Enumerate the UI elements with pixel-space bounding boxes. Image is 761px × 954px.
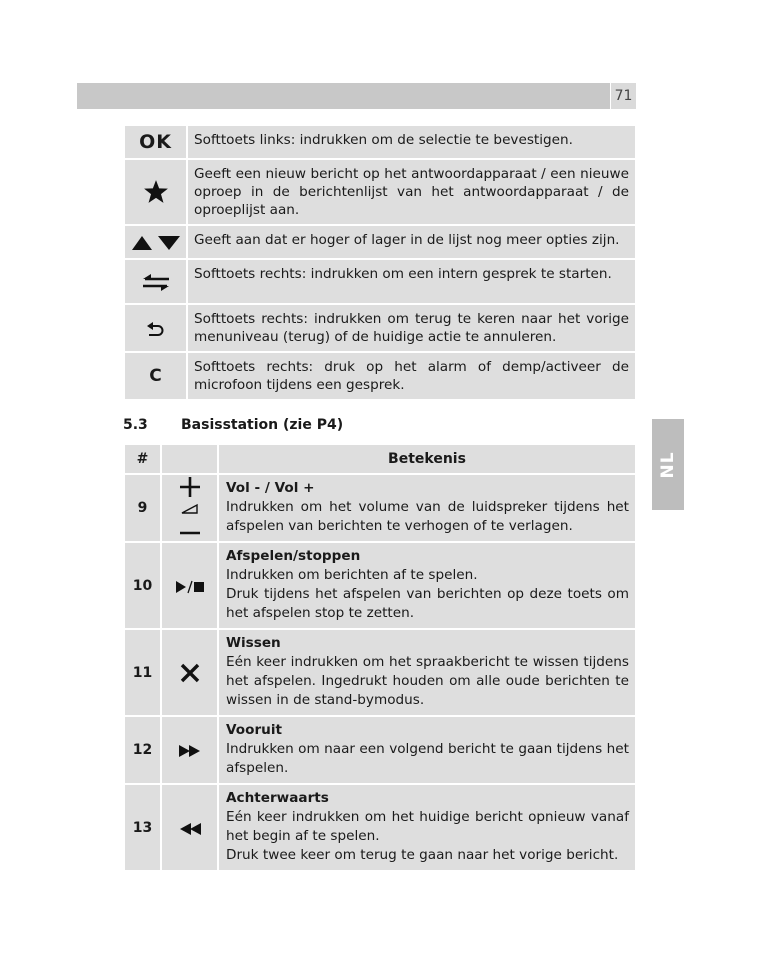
- key-description: Softtoets rechts: indrukken om een intern gesprek te starten.: [188, 260, 635, 303]
- section-title: Basisstation (zie P4): [181, 417, 344, 433]
- row-number: 12: [125, 717, 160, 783]
- table-row: [125, 126, 635, 158]
- table-row: [125, 717, 635, 783]
- volume-icon: [162, 475, 217, 541]
- table-row: [125, 785, 635, 870]
- header-bar: [77, 83, 610, 109]
- table-row: [125, 305, 635, 351]
- table-row: [125, 160, 635, 224]
- fast-forward-icon: [162, 717, 217, 783]
- row-description: [219, 543, 635, 628]
- row-title: Vol - / Vol +: [226, 480, 315, 496]
- row-text: Eén keer indrukken om het spraakbericht te wissen tijdens het afspelen. Ingedrukt houden om alle oude berichten te wissen in de stand-bymodus.: [226, 654, 629, 708]
- back-arrow-icon: [125, 305, 186, 351]
- ok-key-glyph: OK: [139, 131, 172, 153]
- table-row: [125, 260, 635, 303]
- rewind-icon: [162, 785, 217, 870]
- row-number: 13: [125, 785, 160, 870]
- row-text: Indrukken om berichten af te spelen. Druk tijdens het afspelen van berichten op deze toets om het afspelen stop te zetten.: [226, 567, 629, 621]
- delete-x-icon: [162, 630, 217, 715]
- table-row: [125, 630, 635, 715]
- row-number: 11: [125, 630, 160, 715]
- row-text: Indrukken om het volume van de luidspreker tijdens het afspelen van berichten te verhogen of te verlagen.: [226, 499, 629, 534]
- page-number: 71: [611, 83, 636, 109]
- row-description: [219, 717, 635, 783]
- c-key-icon: [125, 353, 186, 399]
- row-description: [219, 475, 635, 541]
- table-row: [125, 543, 635, 628]
- key-description: Softtoets rechts: indrukken om terug te keren naar het vorige menuniveau (terug) of de huidige actie te annuleren.: [188, 305, 635, 351]
- key-description: Geeft aan dat er hoger of lager in de lijst nog meer opties zijn.: [188, 226, 635, 258]
- language-tab-label: NL: [658, 450, 678, 479]
- base-station-table: [123, 443, 637, 872]
- table-row: [125, 226, 635, 258]
- star-icon: [125, 160, 186, 224]
- table-row: [125, 353, 635, 399]
- row-title: Achterwaarts: [226, 790, 329, 806]
- row-description: [219, 630, 635, 715]
- up-down-arrows-icon: [125, 226, 186, 258]
- key-description: Geeft een nieuw bericht op het antwoordapparaat / een nieuwe oproep in de berichtenlijst van het antwoordapparaat / de oproeplijst aan.: [188, 160, 635, 224]
- keys-table: [123, 124, 637, 401]
- table-row: [125, 475, 635, 541]
- key-description: Softtoets rechts: druk op het alarm of demp/activeer de microfoon tijdens een gesprek.: [188, 353, 635, 399]
- ok-key-icon: [125, 126, 186, 158]
- row-title: Vooruit: [226, 722, 282, 738]
- row-title: Afspelen/stoppen: [226, 548, 361, 564]
- key-description: Softtoets links: indrukken om de selectie te bevestigen.: [188, 126, 635, 158]
- header-num: #: [125, 445, 160, 473]
- header-icon: [162, 445, 217, 473]
- row-description: [219, 785, 635, 870]
- table-header-row: [125, 445, 635, 473]
- c-key-glyph: C: [149, 366, 162, 386]
- play-stop-icon: [162, 543, 217, 628]
- section-number: 5.3: [123, 417, 148, 433]
- row-number: 10: [125, 543, 160, 628]
- row-number: 9: [125, 475, 160, 541]
- row-text: Indrukken om naar een volgend bericht te gaan tijdens het afspelen.: [226, 741, 629, 776]
- row-text: Eén keer indrukken om het huidige bericht opnieuw vanaf het begin af te spelen. Druk twee keer om terug te gaan naar het vorige bericht.: [226, 809, 629, 863]
- row-title: Wissen: [226, 635, 281, 651]
- header-meaning: Betekenis: [219, 445, 635, 473]
- intercom-transfer-icon: [125, 260, 186, 303]
- language-tab: [652, 419, 684, 510]
